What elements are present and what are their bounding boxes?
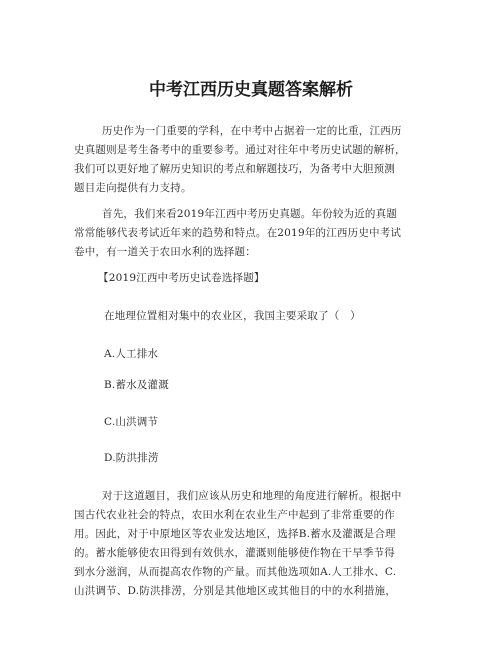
analysis-line: 对于这道题目，我们应该从历史和地理的角度进行解析。根据中 xyxy=(102,490,402,502)
first-line: 首先，我们来看2019年江西中考历史真题。年份较为近的真题 xyxy=(102,208,398,220)
analysis-line: 用。因此，对于中原地区等农业发达地区，选择B.蓄水及灌溉是合理 xyxy=(74,528,396,540)
option-c: C.山洪调节 xyxy=(104,416,159,428)
option-b: B.蓄水及灌溉 xyxy=(104,379,169,391)
analysis-line: 的。蓄水能够使农田得到有效供水，灌溉则能够使作物在干旱季节得 xyxy=(74,547,395,559)
intro-line: 历史作为一门重要的学科，在中考中占据着一定的比重，江西历 xyxy=(102,125,402,137)
intro-paragraph xyxy=(74,122,434,198)
exam-heading: 【2019江西中考历史试卷选择题】 xyxy=(98,272,265,284)
option-d: D.防洪排涝 xyxy=(104,452,159,464)
intro-line: 我们可以更好地了解历史知识的考点和解题技巧，为备考中大胆预测 xyxy=(74,163,395,175)
first-line: 常常能够代表考试近年来的趋势和特点。在2019年的江西历史中考试 xyxy=(74,227,402,239)
first-paragraph xyxy=(74,205,434,262)
question-text: 在地理位置相对集中的农业区，我国主要采取了（ ） xyxy=(104,310,361,322)
intro-line: 史真题则是考生备考中的重要参考。通过对往年中考历史试题的解析， xyxy=(74,144,406,156)
analysis-line: 国古代农业社会的特点，农田水利在农业生产中起到了非常重要的作 xyxy=(74,509,395,521)
analysis-line: 到水分滋润，从而提高农作物的产量。而其他选项如A.人工排水、C. xyxy=(74,566,397,578)
intro-line: 题目走向提供有力支持。 xyxy=(74,182,192,194)
page-title: 中考江西历史真题答案解析 xyxy=(149,80,353,100)
option-a: A.人工排水 xyxy=(104,348,159,360)
analysis-paragraph xyxy=(74,487,434,601)
first-line: 卷中，有一道关于农田水利的选择题： xyxy=(74,246,256,258)
analysis-line: 山洪调节、D.防洪排涝，分别是其他地区或其他目的中的水利措施， xyxy=(74,585,397,597)
